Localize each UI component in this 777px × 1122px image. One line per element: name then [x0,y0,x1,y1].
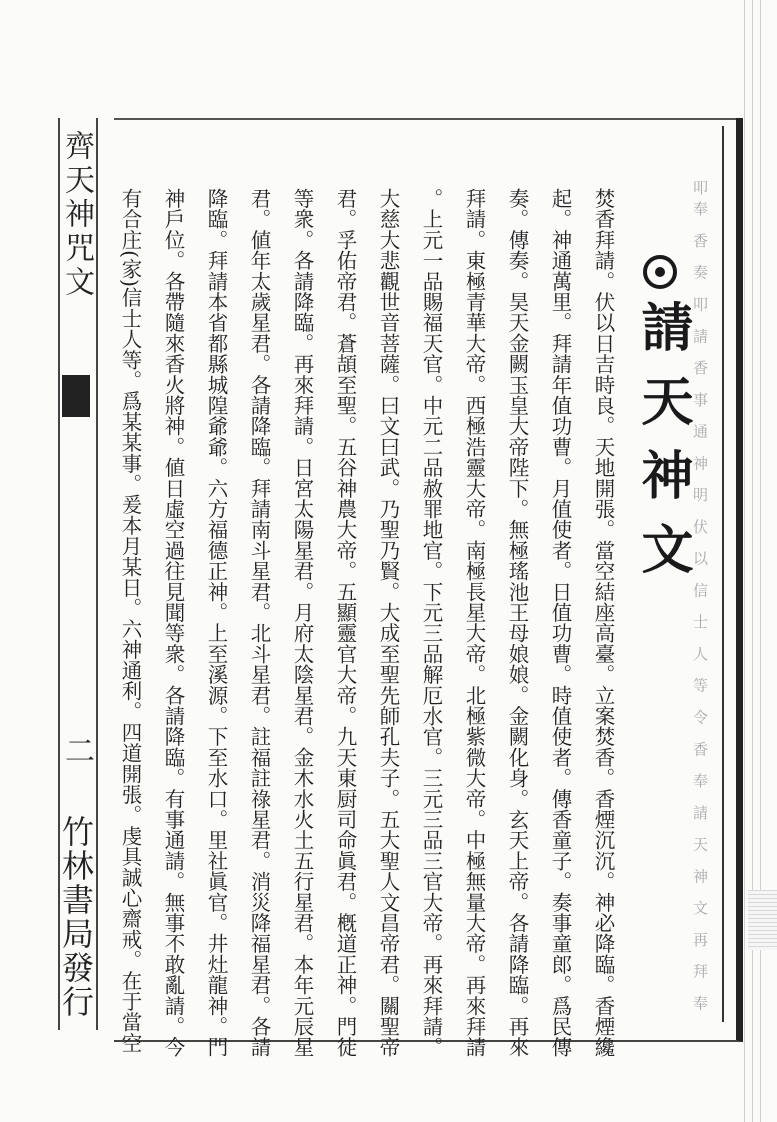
publisher-name: 竹林書局發行 [57,815,95,1019]
margin-title: 齊天神咒文 [59,130,94,300]
page-number: 二 [59,735,94,765]
page-edge-line [744,0,745,1122]
heading-circle-mark [643,255,677,289]
text-column: 起。神通萬里。拜請年值功曹。月值使者。日值功曹。時值使者。傳香童子。奏事童郎。爲民傳 [548,188,572,1058]
text-column: 奏。傳奏。昊天金闕玉皇大帝陛下。無極瑤池王母娘娘。金闕化身。玄天上帝。各請降臨。再來 [505,188,529,1058]
text-column: 焚香拜請。伏以日吉時良。天地開張。當空結座高臺。立案焚香。香煙沉沉。神必降臨。香煙纔 [591,188,615,1058]
text-column: 。上元一品賜福天官。中元二品赦罪地官。下元三品解厄水官。三元三品三官大帝。再來拜請。 [419,188,443,1058]
text-column: 拜請。東極青華大帝。西極浩靈大帝。南極長星大帝。北極紫微大帝。中極無量大帝。再來拜請 [462,188,486,1058]
text-column: 神戶位。各帶隨來香火將神。値日虛空過往見聞等衆。各請降臨。有事通請。無事不敢亂請。今 [161,188,185,1058]
text-column: 大慈大悲觀世音菩薩。曰文曰武。乃聖乃賢。大成至聖先師孔夫子。五大聖人文昌帝君。關聖帝 [376,188,400,1058]
page-edge-line [752,0,753,1122]
text-column: 君。値年太歲星君。各請降臨。拜請南斗星君。北斗星君。註福註祿星君。消災降福星君。各請 [247,188,271,1058]
text-column: 有合庄(家)信士人等。爲某某事。爰本月某日。六神通利。四道開張。虔具誠心齋戒。在于當空 [118,188,142,1054]
text-column: 等衆。各請降臨。再來拜請。日宮太陽星君。月府太陰星君。金木水火土五行星君。本年元辰星 [290,188,314,1058]
text-column: 君。孚佑帝君。蒼頡至聖。五谷神農大帝。五顯靈官大帝。九天東厨司命眞君。槪道正神。門徒 [333,188,357,1058]
page-edge-line [760,0,761,1122]
text-column: 降臨。拜請本省都縣城隍爺爺。六方福德正神。上至溪源。下至水口。里社眞官。井灶龍神。門 [204,188,228,1058]
fish-tail-mark [62,375,90,417]
section-heading: 請天神文 [632,300,693,596]
bleed-through-text: 叩奉 香 奏 叩 請 香 事 通 神 明 伏 以 信 士 人 等 令 香 奉 請 天 神 文 再 拜 奉 [691,180,709,1017]
page-edge-band [748,890,777,950]
